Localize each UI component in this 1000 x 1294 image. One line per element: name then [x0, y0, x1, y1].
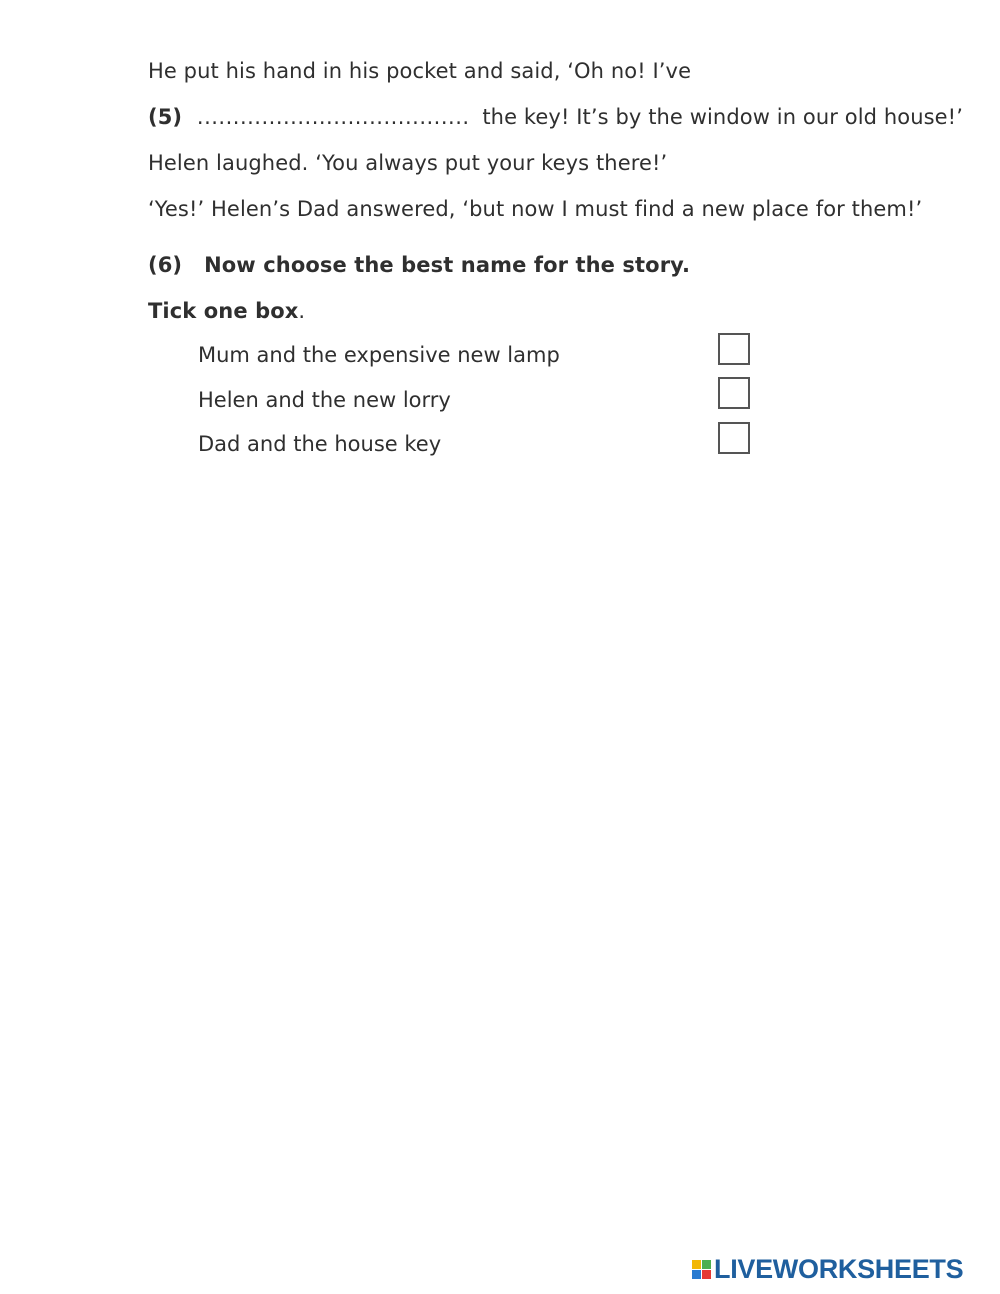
logo-icon — [692, 1260, 711, 1279]
logo-square-4 — [702, 1270, 711, 1279]
instruction-bold: Tick one box — [148, 299, 299, 323]
question-instruction — [148, 299, 305, 323]
option-label-1: Mum and the expensive new lamp — [198, 343, 560, 367]
instruction-end: . — [298, 299, 306, 323]
logo-square-3 — [692, 1270, 701, 1279]
story-line-3: Helen laughed. ‘You always put your keys there!’ — [148, 151, 668, 175]
question-number: (6) — [148, 253, 183, 277]
gap-fill-blank[interactable]: ...................................... — [196, 105, 470, 129]
question-text: Now choose the best name for the story. — [204, 253, 691, 277]
logo-square-2 — [702, 1260, 711, 1269]
story-line-4: ‘Yes!’ Helen’s Dad answered, ‘but now I must find a new place for them!’ — [148, 197, 923, 221]
option-label-2: Helen and the new lorry — [198, 388, 451, 412]
story-line-2-rest: the key! It’s by the window in our old house!’ — [482, 105, 963, 129]
story-line-1: He put his hand in his pocket and said, ‘Oh no! I’ve — [148, 59, 692, 83]
tick-box-3[interactable] — [718, 422, 750, 454]
logo-square-1 — [692, 1260, 701, 1269]
tick-box-2[interactable] — [718, 377, 750, 409]
logo-text: LIVEWORKSHEETS — [714, 1253, 964, 1284]
tick-box-1[interactable] — [718, 333, 750, 365]
question-heading — [148, 253, 690, 277]
option-label-3: Dad and the house key — [198, 432, 442, 456]
liveworksheets-logo — [692, 1254, 963, 1284]
gap-number: (5) — [148, 105, 183, 129]
story-line-2 — [148, 105, 963, 129]
